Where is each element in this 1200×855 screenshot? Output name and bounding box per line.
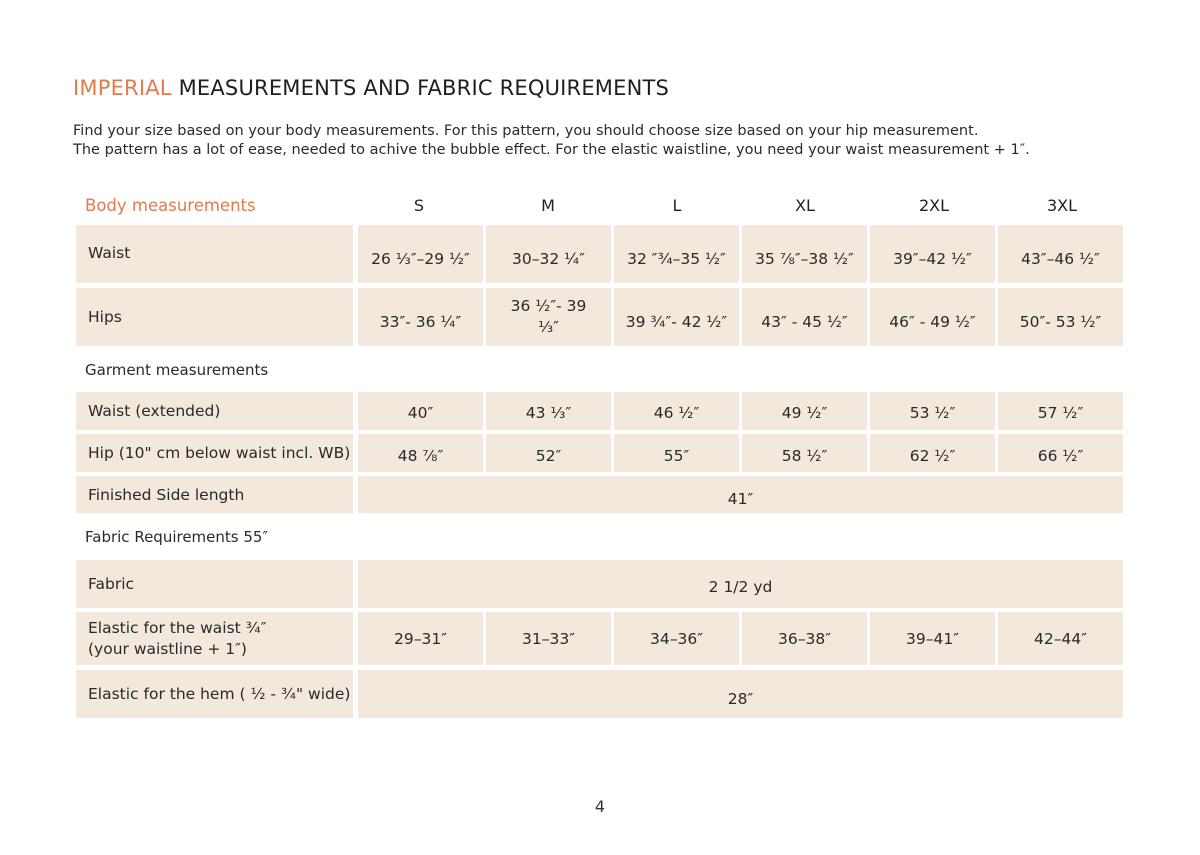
header-label: Body measurements — [85, 195, 256, 215]
table-cell: 43 ⅓″ — [486, 392, 611, 430]
intro-text — [73, 122, 1030, 160]
table-cell: 57 ½″ — [998, 392, 1123, 430]
table-cell: 46 ½″ — [614, 392, 739, 430]
row-label — [76, 612, 353, 665]
table-cell: 39″–42 ½″ — [870, 225, 995, 283]
table-row-waist-extended — [73, 392, 1125, 430]
table-row-elastic-hem — [73, 670, 1125, 718]
table-row-hips — [73, 288, 1125, 346]
table-cell: 30–32 ¼″ — [486, 225, 611, 283]
table-cell: 36–38″ — [742, 612, 867, 665]
row-label: Waist — [76, 225, 353, 283]
table-cell: 35 ⅞″–38 ½″ — [742, 225, 867, 283]
table-row-side-length — [73, 476, 1125, 513]
size-header: M — [541, 195, 555, 215]
row-label: Waist (extended) — [76, 392, 353, 430]
table-cell: 26 ⅓″–29 ½″ — [358, 225, 483, 283]
title-accent: IMPERIAL — [73, 76, 172, 100]
table-cell: 32 ″¾–35 ½″ — [614, 225, 739, 283]
table-cell: 33″- 36 ¼″ — [358, 288, 483, 346]
table-cell: 39 ¾″- 42 ½″ — [614, 288, 739, 346]
table-header-row — [73, 190, 1125, 220]
table-cell: 52″ — [486, 434, 611, 472]
table-row-hip-garment — [73, 434, 1125, 472]
table-cell: 29–31″ — [358, 612, 483, 665]
table-cell: 58 ½″ — [742, 434, 867, 472]
row-label: Hip (10" cm below waist incl. WB) — [76, 434, 353, 472]
table-cell: 62 ½″ — [870, 434, 995, 472]
section-heading: Fabric Requirements 55″ — [85, 528, 269, 546]
table-cell: 49 ½″ — [742, 392, 867, 430]
row-label: Elastic for the hem ( ½ - ¾" wide) — [76, 670, 353, 718]
row-label: Fabric — [76, 560, 353, 608]
table-row-fabric — [73, 560, 1125, 608]
row-label-line: (your waistline + 1″) — [88, 639, 247, 658]
row-label: Finished Side length — [76, 476, 353, 513]
table-cell: 46″ - 49 ½″ — [870, 288, 995, 346]
table-cell: 53 ½″ — [870, 392, 995, 430]
table-cell: 36 ½″- 39 ⅓″ — [486, 288, 611, 346]
table-cell: 50″- 53 ½″ — [998, 288, 1123, 346]
table-cell-span: 41″ — [358, 476, 1123, 513]
page-title — [73, 76, 669, 100]
size-header: XL — [795, 195, 815, 215]
table-row-waist — [73, 225, 1125, 283]
size-header: L — [672, 195, 682, 215]
table-cell: 42–44″ — [998, 612, 1123, 665]
table-cell: 55″ — [614, 434, 739, 472]
title-rest: MEASUREMENTS AND FABRIC REQUIREMENTS — [171, 76, 670, 100]
size-header: 3XL — [1046, 195, 1078, 215]
size-header: 2XL — [918, 195, 950, 215]
table-cell: 40″ — [358, 392, 483, 430]
intro-line-1: Find your size based on your body measurements. For this pattern, you should choose size based on your hip measurement. — [73, 123, 979, 139]
page-number: 4 — [594, 797, 606, 816]
size-header: S — [413, 195, 425, 215]
section-garment — [73, 355, 1125, 385]
section-fabric — [73, 522, 1125, 552]
intro-line-2: The pattern has a lot of ease, needed to achive the bubble effect. For the elastic waistline, you need your waist measurement + 1″. — [73, 142, 1030, 158]
row-label-line: Elastic for the waist ¾″ — [88, 618, 267, 637]
table-cell: 34–36″ — [614, 612, 739, 665]
table-cell: 48 ⅞″ — [358, 434, 483, 472]
table-cell: 66 ½″ — [998, 434, 1123, 472]
table-cell: 39–41″ — [870, 612, 995, 665]
table-cell-span: 28″ — [358, 670, 1123, 718]
section-heading: Garment measurements — [85, 361, 269, 379]
table-cell: 31–33″ — [486, 612, 611, 665]
table-cell: 43″ - 45 ½″ — [742, 288, 867, 346]
table-cell-span: 2 1/2 yd — [358, 560, 1123, 608]
table-cell: 43″–46 ½″ — [998, 225, 1123, 283]
row-label: Hips — [76, 288, 353, 346]
table-row-elastic-waist — [73, 612, 1125, 665]
